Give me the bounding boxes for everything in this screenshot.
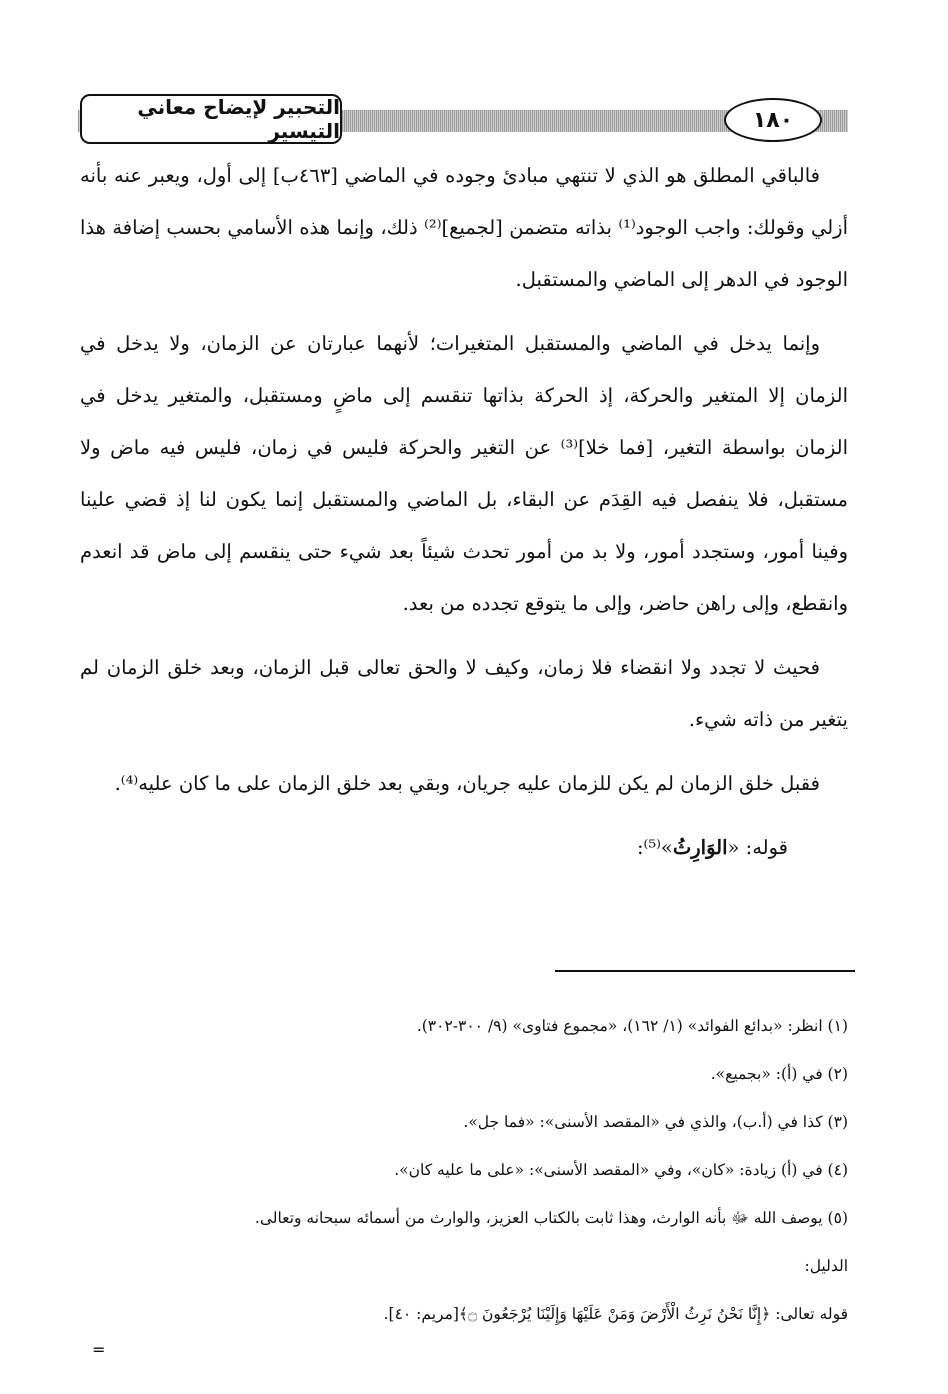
footnote: الدليل: [804,1257,848,1275]
footnote: (٥) يوصف الله ﷻ بأنه الوارث، وهذا ثابت بالكتاب العزيز، والوارث من أسمائه سبحانه وتعالى. [254,1209,848,1227]
quote-suffix: »⁽⁵⁾: [636,836,673,859]
quote-prefix: قوله: « [727,836,788,859]
margin-mark: = [92,1340,106,1359]
footnote: (١) انظر: «بدائع الفوائد» (١/ ١٦٢)، «مجموع فتاوى» (٩/ ٣٠٠-٣٠٢). [416,1017,848,1035]
footnote: (٢) في (أ): «بجميع». [710,1065,848,1083]
paragraph: فقبل خلق الزمان لم يكن للزمان عليه جريان، وبقي بعد خلق الزمان على ما كان عليه⁽⁴⁾. [114,772,820,795]
book-title: التحبير لإيضاح معاني التيسير [80,94,342,144]
section-heading [80,822,848,874]
footnote: قوله تعالى: ﴿إِنَّا نَحْنُ نَرِثُ الْأَرْضَ وَمَنْ عَلَيْهَا وَإِلَيْنَا يُرْجَعُونَ ۝﴾[مريم: ٤٠]. [383,1305,848,1323]
page-header [78,94,848,158]
footnote: (٤) في (أ) زيادة: «كان»، وفي «المقصد الأسنى»: «على ما عليه كان». [394,1161,848,1179]
page-number: ١٨٠ [724,98,822,142]
body-text [80,150,848,886]
paragraph: وإنما يدخل في الماضي والمستقبل المتغيرات؛ لأنهما عبارتان عن الزمان، ولا يدخل في الزمان إلا المتغير والحركة، إذ الحركة بذاتها تنقسم إلى ماضٍ ومستقبل، والمتغير يدخل في الزمان بواسطة التغير، [فما خلا]⁽³⁾ عن التغير والحركة فليس في زمان، فليس فيه ماض ولا مستقبل، فلا ينفصل فيه القِدَم عن البقاء، بل الماضي والمستقبل إنما يكون لنا إذ قضي علينا وفينا أمور، وستجدد أمور، ولا بد من أمور تحدث شيئاً بعد شيء حتى ينقسم إلى ماض قد انعدم وانقطع، وإلى راهن حاضر، وإلى ما يتوقع تجدده من بعد. [80,332,848,615]
paragraph: فالباقي المطلق هو الذي لا تنتهي مبادئ وجوده في الماضي [٤٦٣ب] إلى أول، ويعبر عنه بأنه أزلي وقولك: واجب الوجود⁽¹⁾ بذاته متضمن [لجميع]⁽²⁾ ذلك، وإنما هذه الأسامي بحسب إضافة هذا الوجود في الدهر إلى الماضي والمستقبل. [80,164,849,291]
footnote: (٣) كذا في (أ.ب)، والذي في «المقصد الأسنى»: «فما جل». [463,1113,848,1131]
quote-word: الوَارِثُ [672,836,728,859]
footnotes [100,1002,848,1338]
paragraph: فحيث لا تجدد ولا انقضاء فلا زمان، وكيف لا والحق تعالى قبل الزمان، وبعد خلق الزمان لم يتغير من ذاته شيء. [80,656,848,731]
footnote-separator [555,970,855,972]
